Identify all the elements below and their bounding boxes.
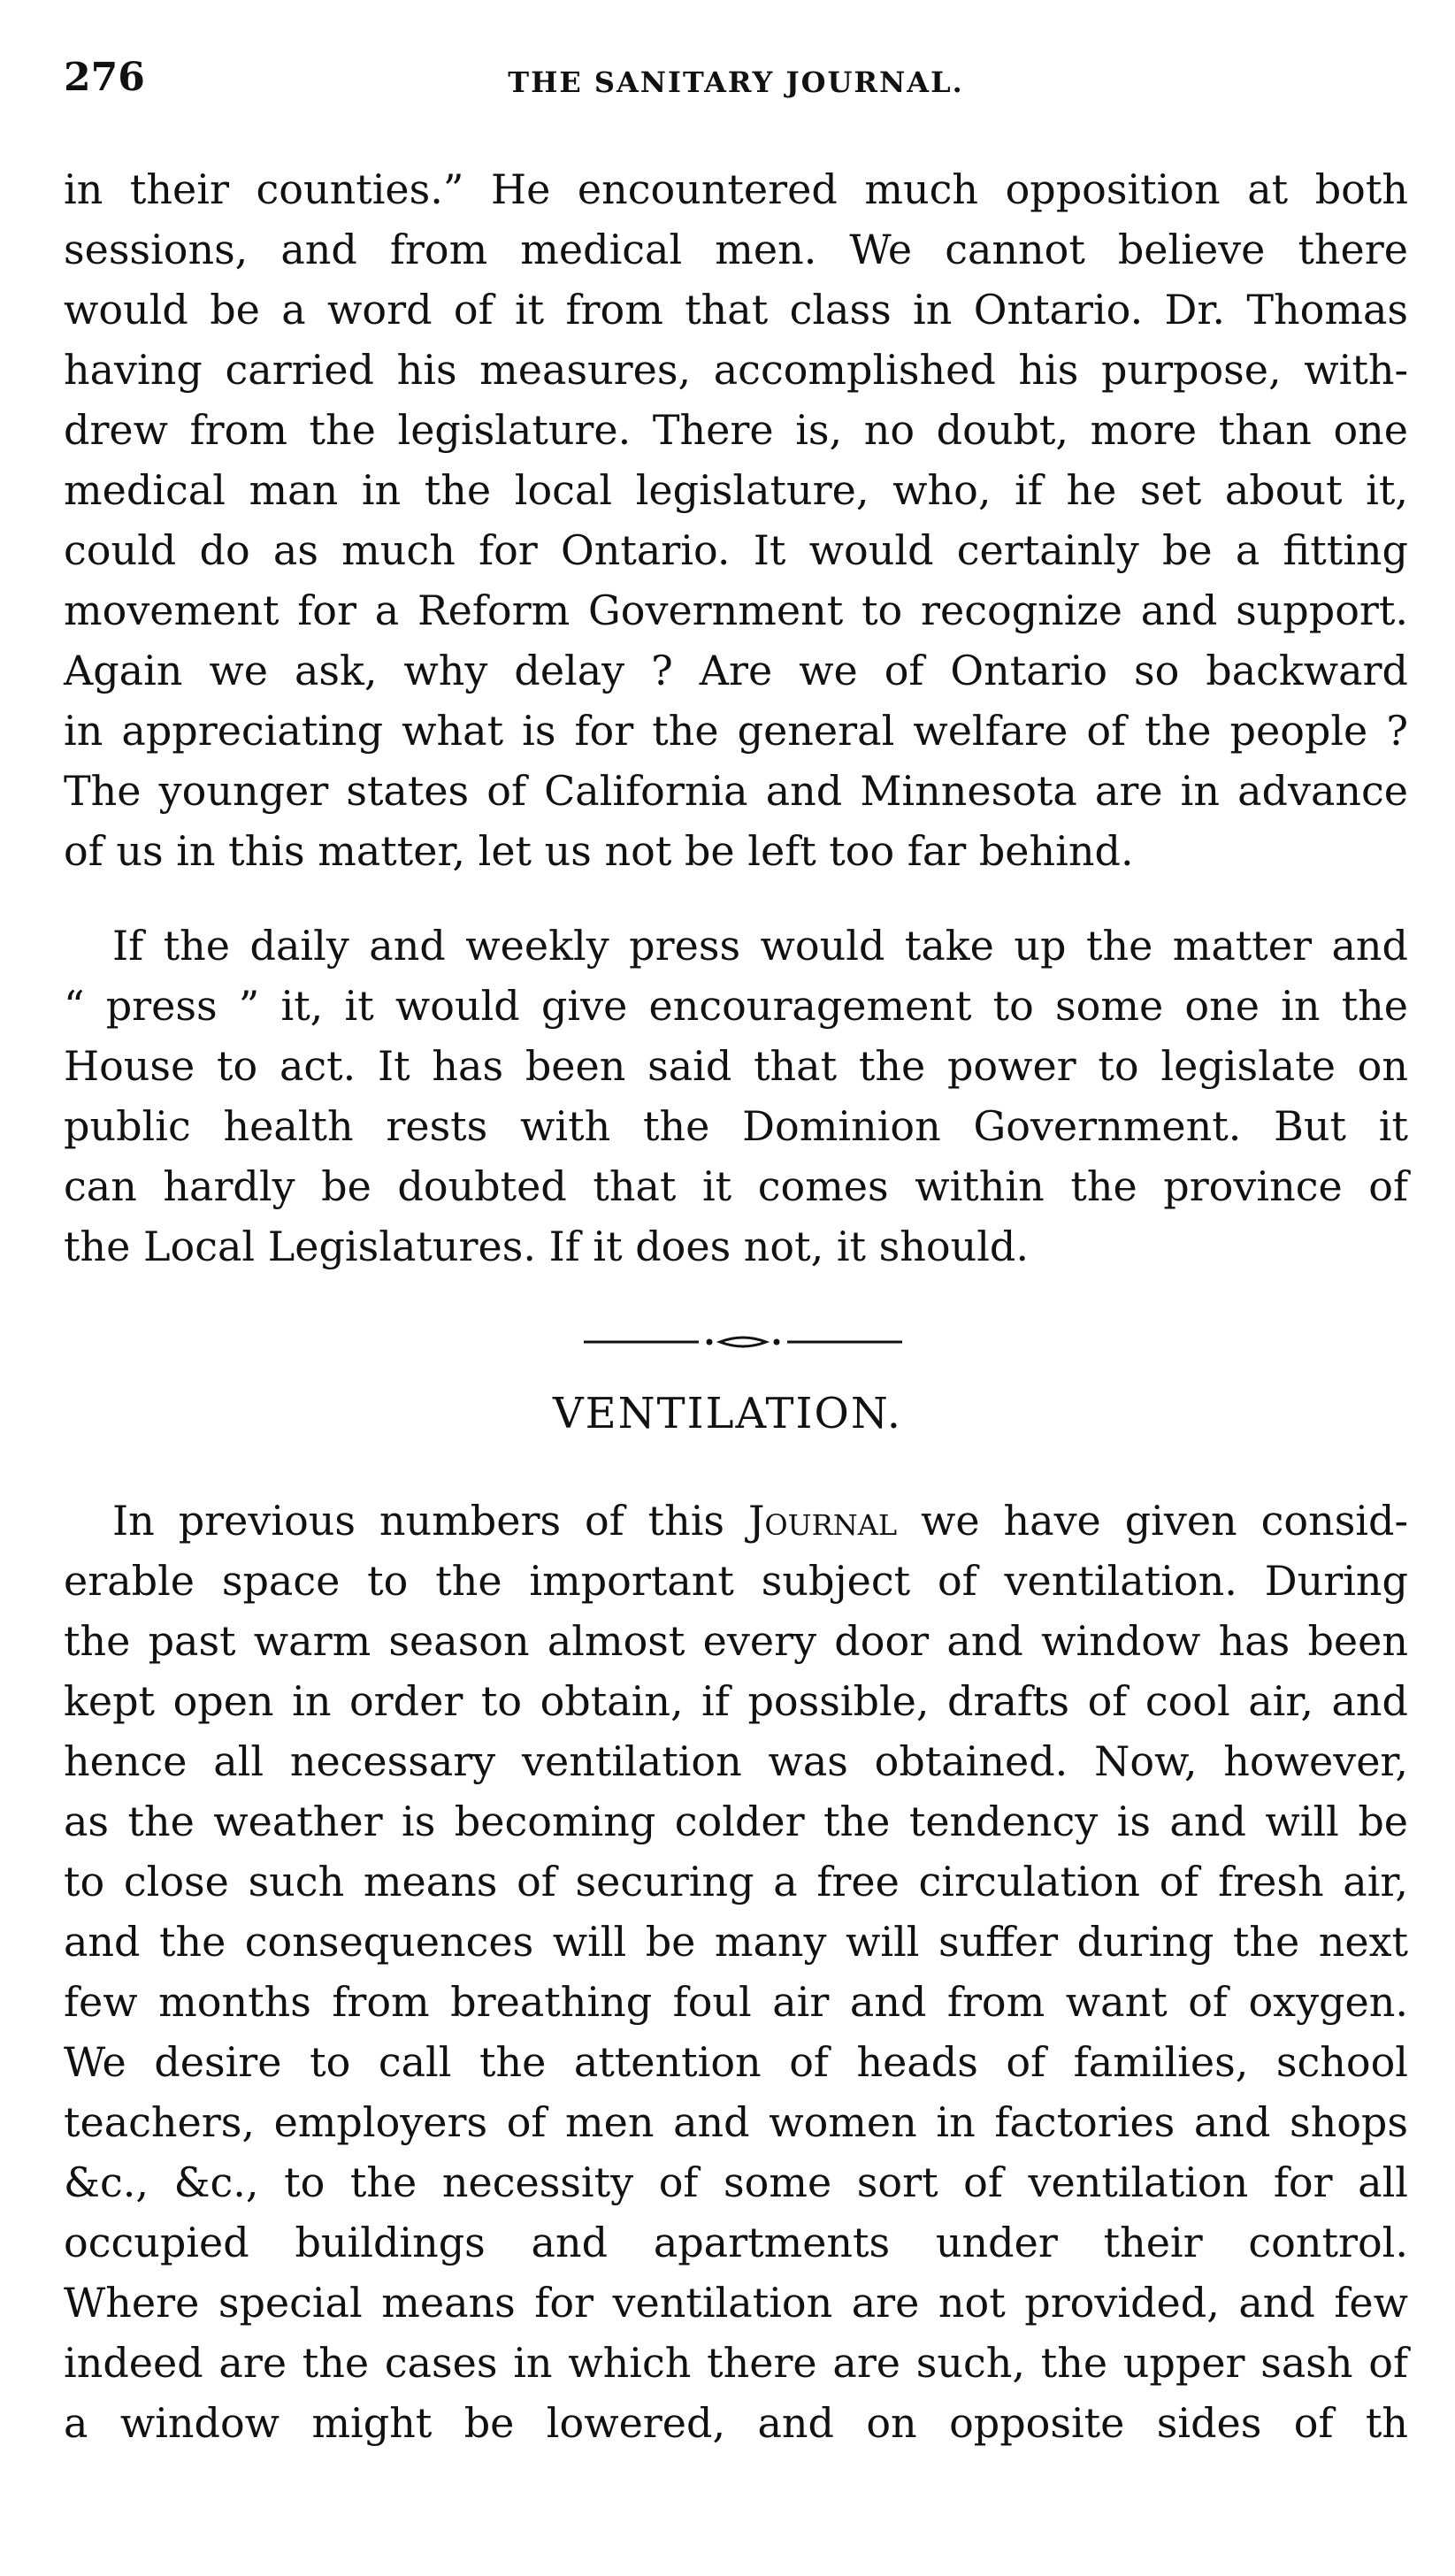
text-line: &c., &c., to the necessity of some sort of ventilation for all <box>64 2158 1408 2206</box>
text-line: hence all necessary ventilation was obtained. Now, however, <box>64 1737 1408 1785</box>
text-line <box>64 1491 1408 1551</box>
text-line: can hardly be doubted that it comes within the province of <box>64 1162 1408 1210</box>
text-line: House to act. It has been said that the power to legislate on <box>64 1042 1408 1090</box>
text-line: medical man in the local legislature, who, if he set about it, <box>64 466 1408 514</box>
text-line: The younger states of California and Minnesota are in advance <box>64 767 1408 815</box>
text-line: in appreciating what is for the general welfare of the people ? <box>64 707 1408 755</box>
text-line: as the weather is becoming colder the tendency is and will be <box>64 1798 1408 1845</box>
page-number: 276 <box>64 55 145 100</box>
text-span: In previous numbers of this <box>112 1497 748 1545</box>
text-line: Again we ask, why delay ? Are we of Ontario so backward <box>64 647 1408 694</box>
section-divider-ornament <box>575 1331 911 1353</box>
text-line: a window might be lowered, and on opposite sides of th <box>64 2399 1408 2447</box>
journal-name: Journal <box>747 1497 898 1545</box>
text-line: and the consequences will be many will suffer during the next <box>64 1918 1408 1966</box>
text-line: indeed are the cases in which there are such, the upper sash of <box>64 2339 1408 2387</box>
text-line: in their counties.” He encountered much opposition at both <box>64 165 1408 213</box>
text-line: If the daily and weekly press would take up the matter and <box>112 922 1408 970</box>
text-line: We desire to call the attention of heads of families, school <box>64 2038 1408 2086</box>
text-line: to close such means of securing a free circulation of fresh air, <box>64 1858 1408 1905</box>
text-line: erable space to the important subject of ventilation. During <box>64 1557 1408 1605</box>
text-line: occupied buildings and apartments under their control. <box>64 2219 1408 2266</box>
text-line: sessions, and from medical men. We cannot believe there <box>64 226 1408 273</box>
text-line: drew from the legislature. There is, no doubt, more than one <box>64 406 1408 454</box>
paragraph-continued <box>64 159 1408 881</box>
running-title: THE SANITARY JOURNAL. <box>508 65 964 99</box>
paragraph-ventilation <box>64 1491 1408 2453</box>
text-span: we have given consid- <box>897 1497 1408 1545</box>
text-line: the Local Legislatures. If it does not, it should. <box>64 1223 1029 1270</box>
text-line: the past warm season almost every door and window has been <box>64 1617 1408 1665</box>
text-line: Where special means for ventilation are not provided, and few <box>64 2279 1408 2327</box>
text-line: teachers, employers of men and women in factories and shops <box>64 2098 1408 2146</box>
text-line: could do as much for Ontario. It would certainly be a fitting <box>64 526 1408 574</box>
text-line: of us in this matter, let us not be left too far behind. <box>64 827 1134 875</box>
text-line: would be a word of it from that class in Ontario. Dr. Thomas <box>64 286 1408 334</box>
text-line: having carried his measures, accomplished his purpose, with- <box>64 346 1408 394</box>
section-title: VENTILATION. <box>552 1389 903 1438</box>
page-header <box>64 55 1408 117</box>
text-line: few months from breathing foul air and from want of oxygen. <box>64 1978 1408 2026</box>
text-line: kept open in order to obtain, if possible, drafts of cool air, and <box>64 1677 1408 1725</box>
paragraph-press <box>64 916 1408 1276</box>
text-line: public health rests with the Dominion Government. But it <box>64 1102 1408 1150</box>
text-line: movement for a Reform Government to recognize and support. <box>64 586 1408 634</box>
text-line: “ press ” it, it would give encouragement to some one in the <box>64 982 1408 1030</box>
